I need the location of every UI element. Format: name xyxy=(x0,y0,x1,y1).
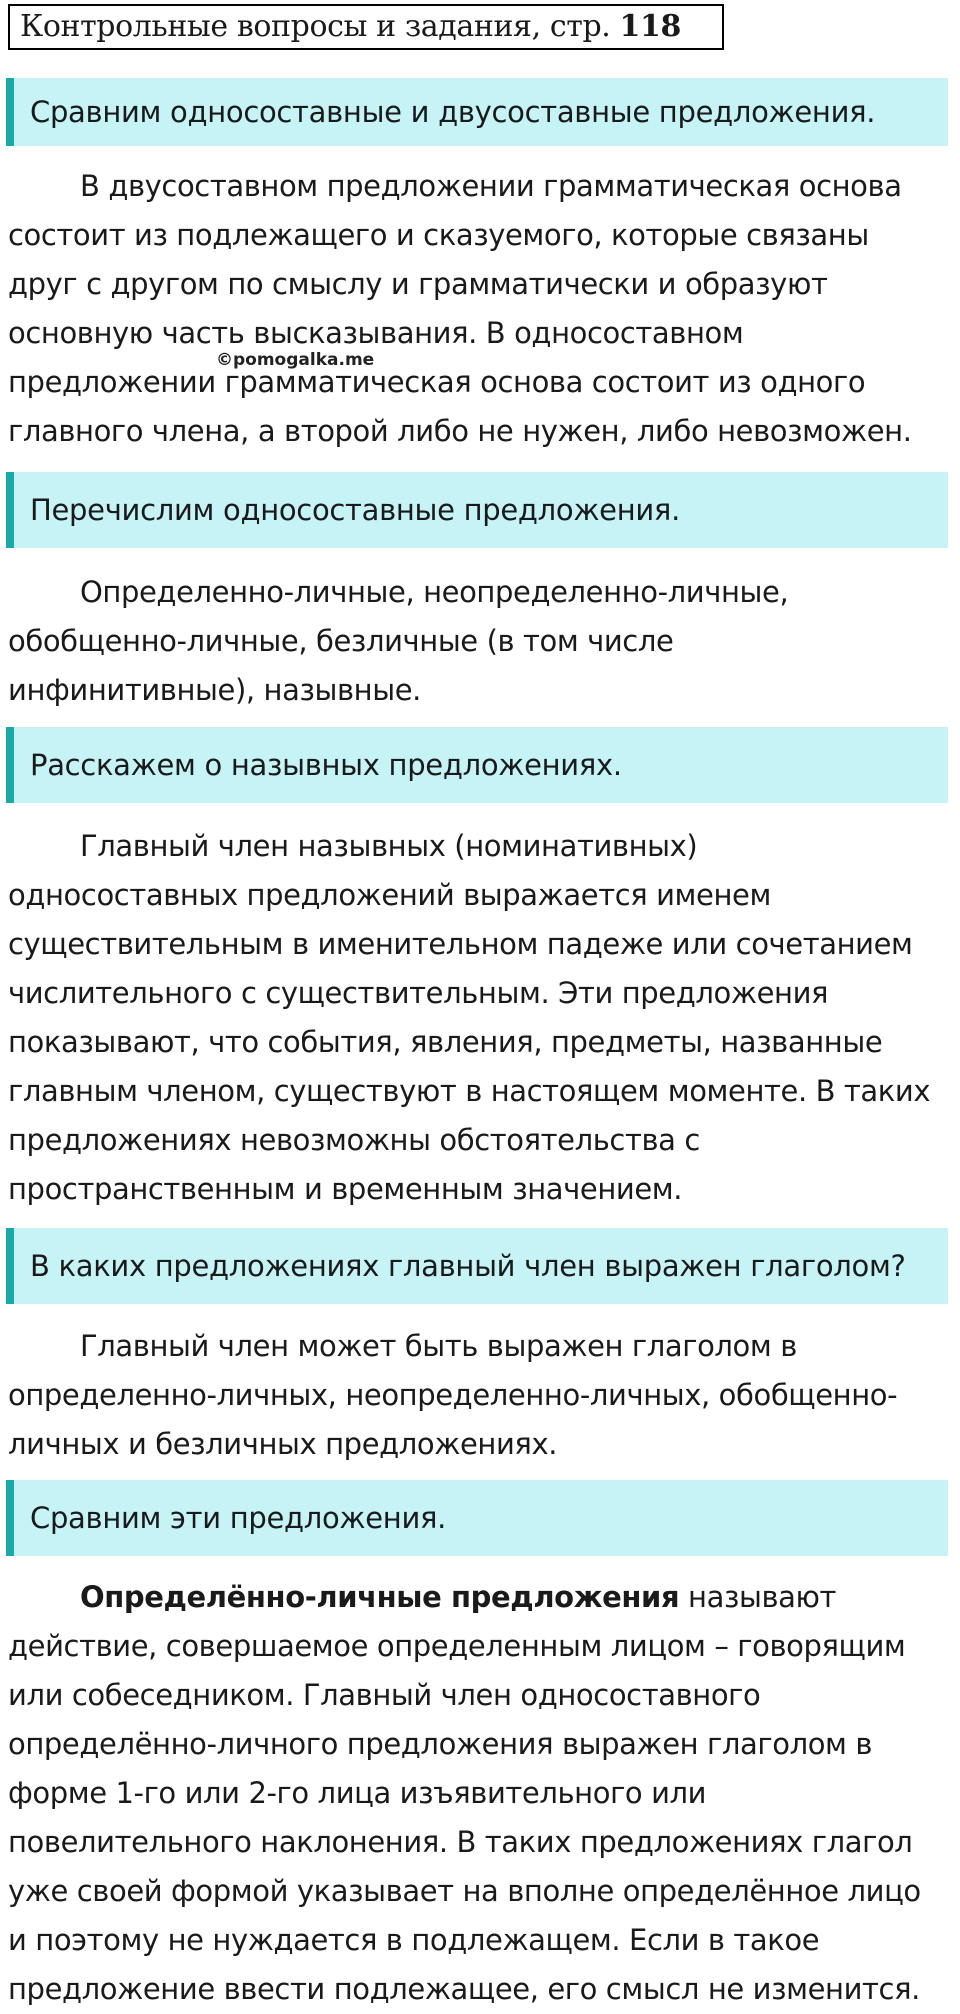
answer-line: обобщенно-личные, безличные (в том числе xyxy=(8,624,674,658)
answer-3 xyxy=(8,822,956,1214)
answer-line: числительного с существительным. Эти предложения xyxy=(8,976,829,1010)
answer-line: В двусоставном предложении грамматическая основа xyxy=(80,169,902,203)
answer-line: друг с другом по смыслу и грамматически и образуют xyxy=(8,267,828,301)
answer-line: Главный член назывных (номинативных) xyxy=(80,829,698,863)
answer-5 xyxy=(8,1573,956,2014)
answer-line: предложение ввести подлежащее, его смысл не изменится. xyxy=(8,1972,920,2006)
question-text: Сравним односоставные и двусоставные предложения. xyxy=(30,95,876,129)
answer-line: Определенно-личные, неопределенно-личные, xyxy=(80,575,789,609)
answer-line: односоставных предложений выражается именем xyxy=(8,878,771,912)
question-bar-2 xyxy=(6,472,948,548)
header-text: Контрольные вопросы и задания, стр. xyxy=(20,9,620,44)
question-bar-1 xyxy=(6,78,948,146)
answer-line: главного члена, а второй либо не нужен, либо невозможен. xyxy=(8,414,912,448)
answer-line: предложениях невозможны обстоятельства с xyxy=(8,1123,700,1157)
answer-line: пространственным и временным значением. xyxy=(8,1172,683,1206)
answer-line: главным членом, существуют в настоящем моменте. В таких xyxy=(8,1074,931,1108)
answer-line: инфинитивные), назывные. xyxy=(8,673,421,707)
answer-line: показывают, что события, явления, предметы, названные xyxy=(8,1025,883,1059)
page-number: 118 xyxy=(619,9,681,44)
answer-line: определённо-личного предложения выражен глаголом в xyxy=(8,1727,873,1761)
answer-line: действие, совершаемое определенным лицом – говорящим xyxy=(8,1629,906,1663)
answer-line: определенно-личных, неопределенно-личных, обобщенно- xyxy=(8,1378,898,1412)
answer-line: личных и безличных предложениях. xyxy=(8,1427,558,1461)
question-bar-4 xyxy=(6,1228,948,1304)
answer-line: основную часть высказывания. В односоставном xyxy=(8,316,744,350)
answer-line: состоит из подлежащего и сказуемого, которые связаны xyxy=(8,218,869,252)
answer-line: существительным в именительном падеже или сочетанием xyxy=(8,927,913,961)
question-bar-3 xyxy=(6,727,948,803)
answer-line: форме 1-го или 2-го лица изъявительного или xyxy=(8,1776,707,1810)
answer-line: или собеседником. Главный член односоставного xyxy=(8,1678,761,1712)
question-text: Расскажем о назывных предложениях. xyxy=(30,748,622,782)
term-bold: Определённо-личные предложения xyxy=(80,1580,680,1614)
question-text: В каких предложениях главный член выражен глаголом? xyxy=(30,1249,906,1283)
watermark: ©pomogalka.me xyxy=(216,350,375,370)
answer-line: уже своей формой указывает на вполне определённое лицо xyxy=(8,1874,921,1908)
question-text: Перечислим односоставные предложения. xyxy=(30,493,680,527)
answer-line: предложении грамматическая основа состоит из одного xyxy=(8,365,866,399)
answer-2 xyxy=(8,568,956,715)
answer-1 xyxy=(8,162,956,456)
answer-4 xyxy=(8,1322,956,1469)
page-header xyxy=(8,4,724,50)
answer-line: и поэтому не нуждается в подлежащем. Если в такое xyxy=(8,1923,820,1957)
answer-line: Главный член может быть выражен глаголом в xyxy=(80,1329,797,1363)
question-bar-5 xyxy=(6,1480,948,1556)
question-text: Сравним эти предложения. xyxy=(30,1501,447,1535)
answer-line: повелительного наклонения. В таких предложениях глагол xyxy=(8,1825,913,1859)
answer-line: Определённо-личные предложения называют xyxy=(80,1580,837,1614)
